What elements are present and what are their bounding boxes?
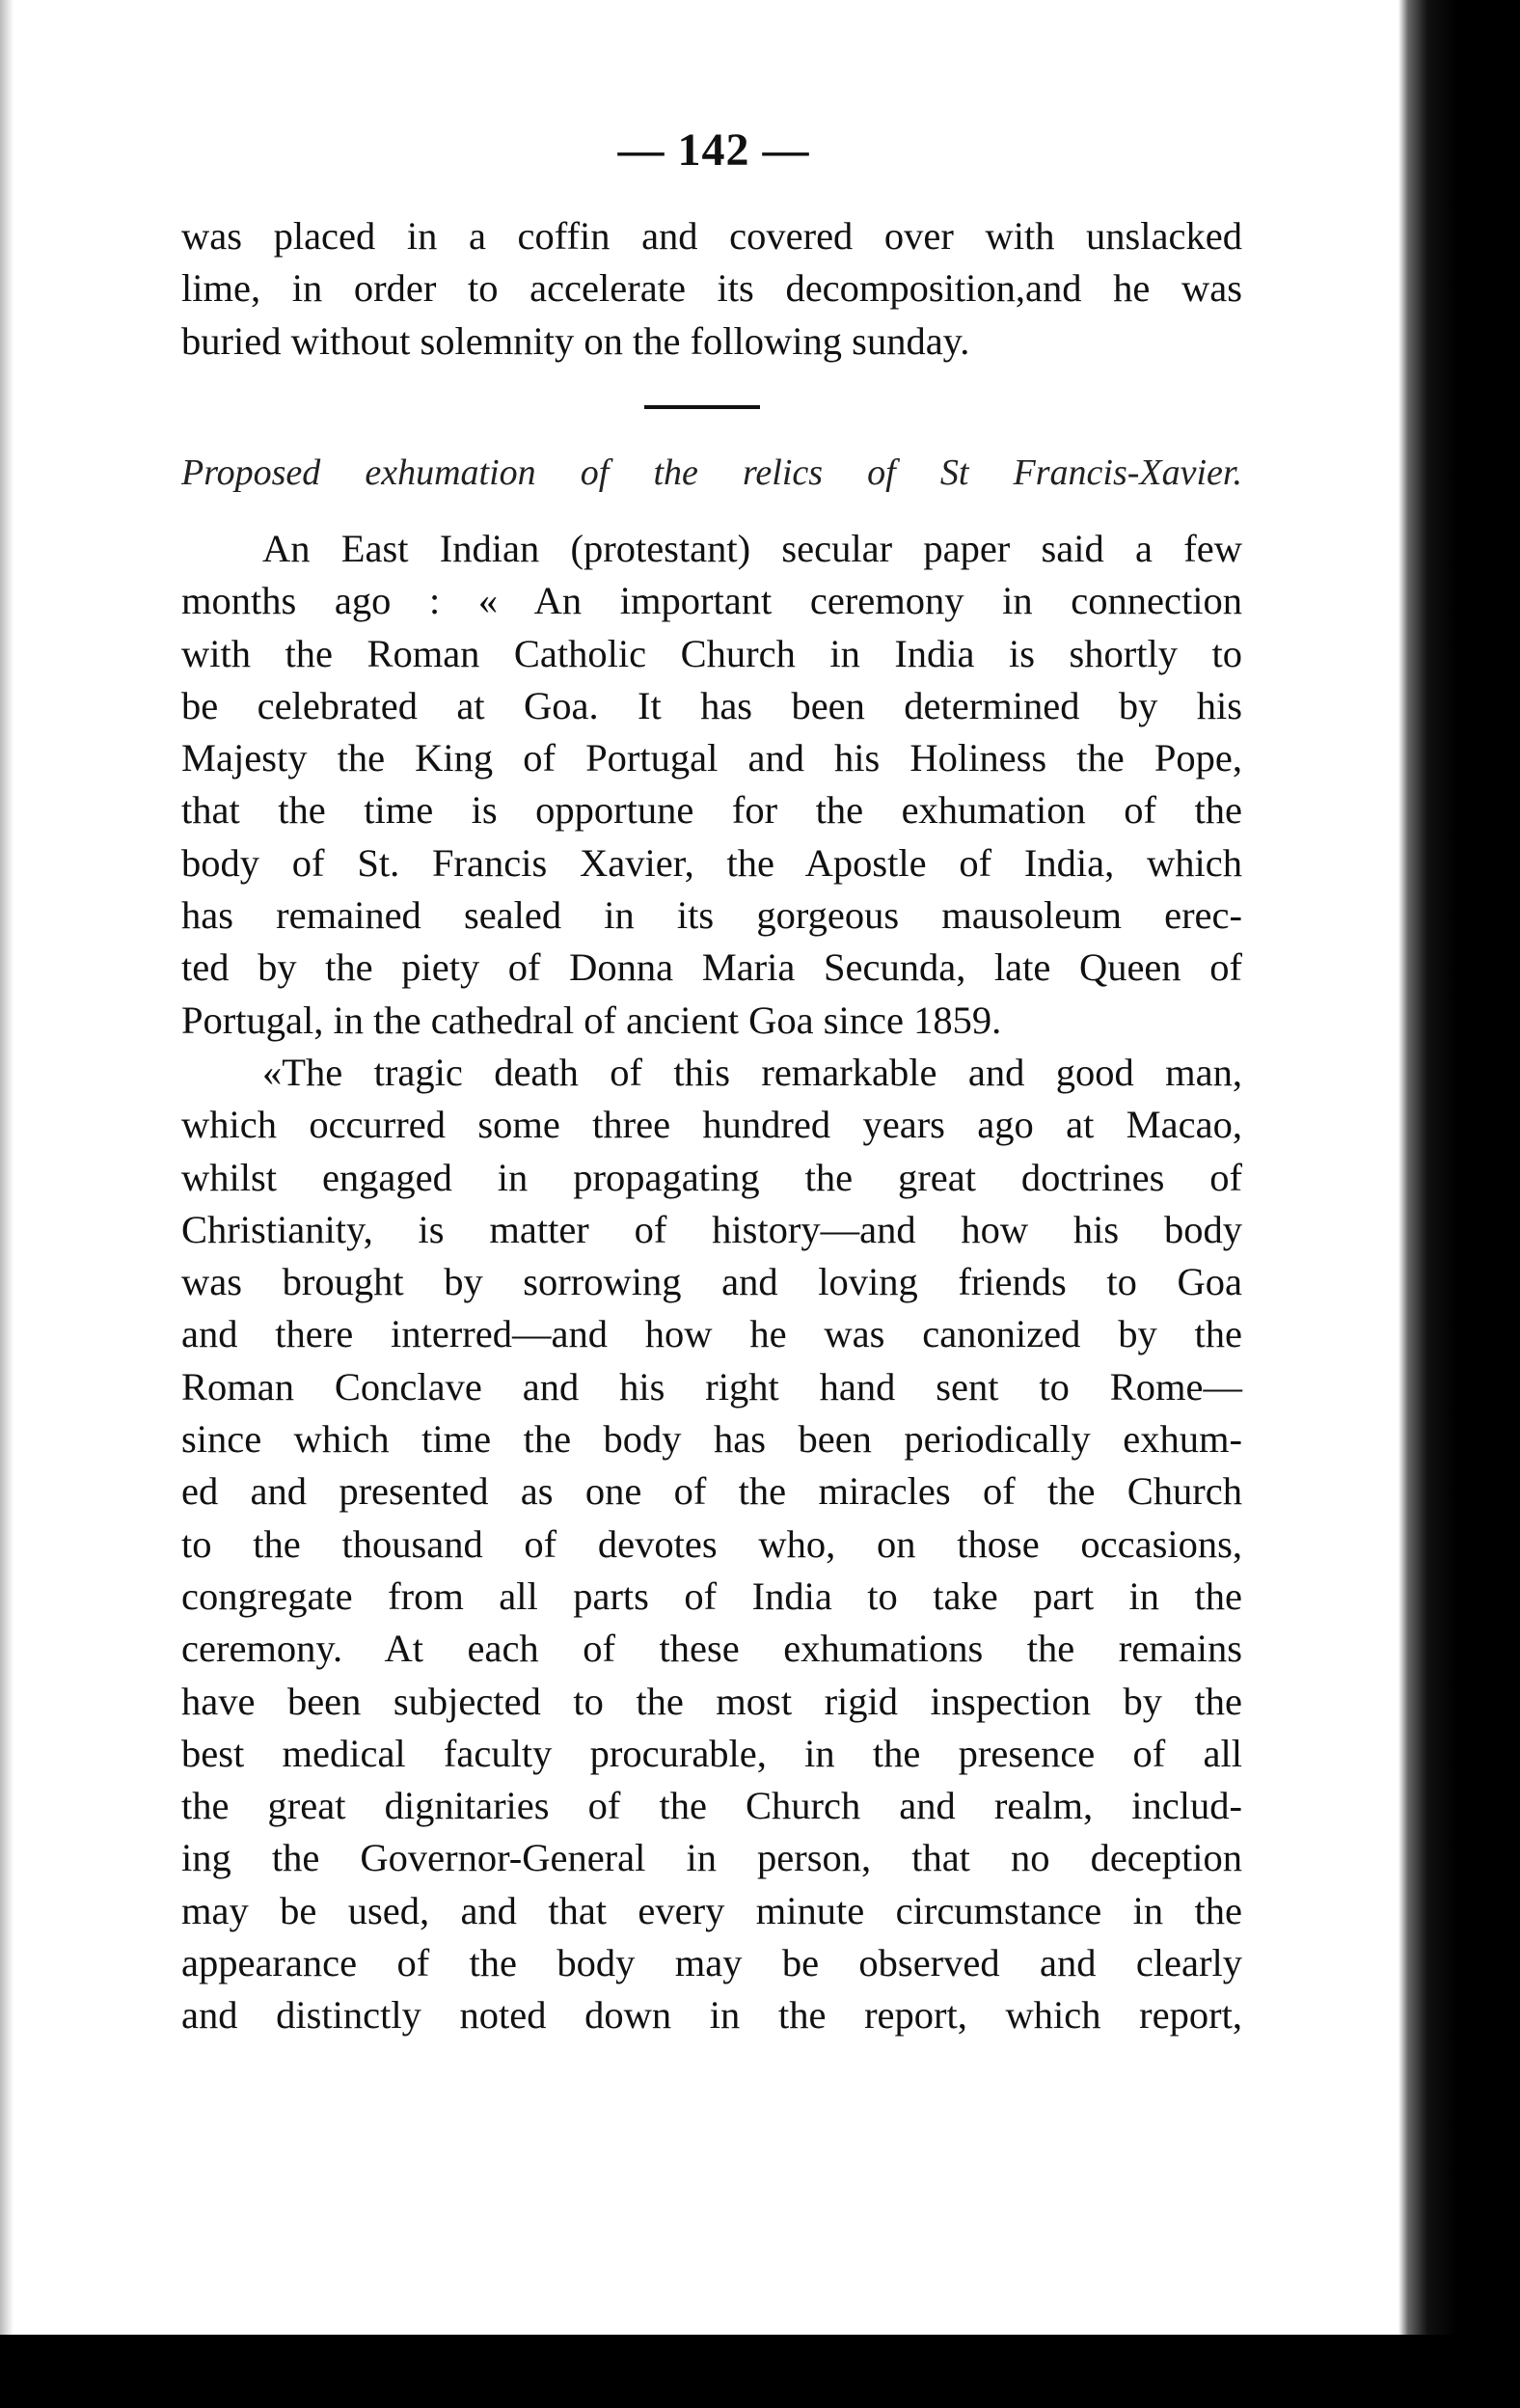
text-line: Christianity, is matter of history—and how his body [181, 1207, 1242, 1251]
text-line: was placed in a coffin and covered over with unslacked [181, 214, 1242, 258]
opening-text-block [181, 210, 1242, 368]
text-line: congregate from all parts of India to take part in the [181, 1573, 1242, 1618]
text-line: Roman Conclave and his right hand sent to Rome— [181, 1364, 1242, 1409]
text-line: has remained sealed in its gorgeous mausoleum erec- [181, 893, 1242, 938]
text-line: that the time is opportune for the exhumation of the [181, 788, 1242, 833]
binding-gutter [1398, 0, 1520, 2408]
text-line: An East Indian (protestant) secular paper said a few [262, 527, 1242, 570]
text-line: months ago : « An important ceremony in connection [181, 579, 1242, 623]
text-line: and there interred—and how he was canonized by the [181, 1312, 1242, 1356]
text-line: to the thousand of devotes who, on those occasions, [181, 1521, 1242, 1566]
text-line: Portugal, in the cathedral of ancient Goa since 1859. [181, 998, 1002, 1042]
text-line: ing the Governor-General in person, that no deception [181, 1836, 1242, 1880]
section-heading: Proposed exhumation of the relics of St Francis-Xavier. [181, 452, 1242, 493]
text-line: the great dignitaries of the Church and realm, includ- [181, 1784, 1242, 1828]
text-line: appearance of the body may be observed and clearly [181, 1941, 1242, 1985]
text-line: with the Roman Catholic Church in India is shortly to [181, 631, 1242, 675]
text-line: Majesty the King of Portugal and his Holiness the Pope, [181, 736, 1242, 780]
text-line: be celebrated at Goa. It has been determined by his [181, 683, 1242, 727]
paragraph-2 [181, 1047, 1242, 2042]
text-line: which occurred some three hundred years ago at Macao, [181, 1103, 1242, 1147]
text-line: «The tragic death of this remarkable and good man, [262, 1051, 1242, 1094]
text-line: lime, in order to accelerate its decomposition,and he was [181, 266, 1242, 311]
paragraph-1 [181, 523, 1242, 1047]
text-line: ed and presented as one of the miracles of the Church [181, 1469, 1242, 1514]
page-number: — 142 — [617, 124, 810, 176]
text-line: since which time the body has been periodically exhum- [181, 1417, 1242, 1462]
section-divider [644, 405, 760, 409]
text-line: have been subjected to the most rigid inspection by the [181, 1679, 1242, 1723]
scan-border-bottom [0, 2335, 1520, 2408]
text-line: ted by the piety of Donna Maria Secunda, late Queen of [181, 945, 1242, 990]
text-line: body of St. Francis Xavier, the Apostle of India, which [181, 840, 1242, 885]
text-line: ceremony. At each of these exhumations the remains [181, 1627, 1242, 1671]
text-line: was brought by sorrowing and loving friends to Goa [181, 1260, 1242, 1304]
text-line: whilst engaged in propagating the great doctrines of [181, 1155, 1242, 1199]
text-line: best medical faculty procurable, in the presence of all [181, 1731, 1242, 1775]
text-line: may be used, and that every minute circumstance in the [181, 1888, 1242, 1932]
page-edge-shadow [0, 0, 14, 2335]
text-line: and distinctly noted down in the report, which report, [181, 1993, 1242, 2038]
text-line: buried without solemnity on the following sunday. [181, 318, 970, 363]
